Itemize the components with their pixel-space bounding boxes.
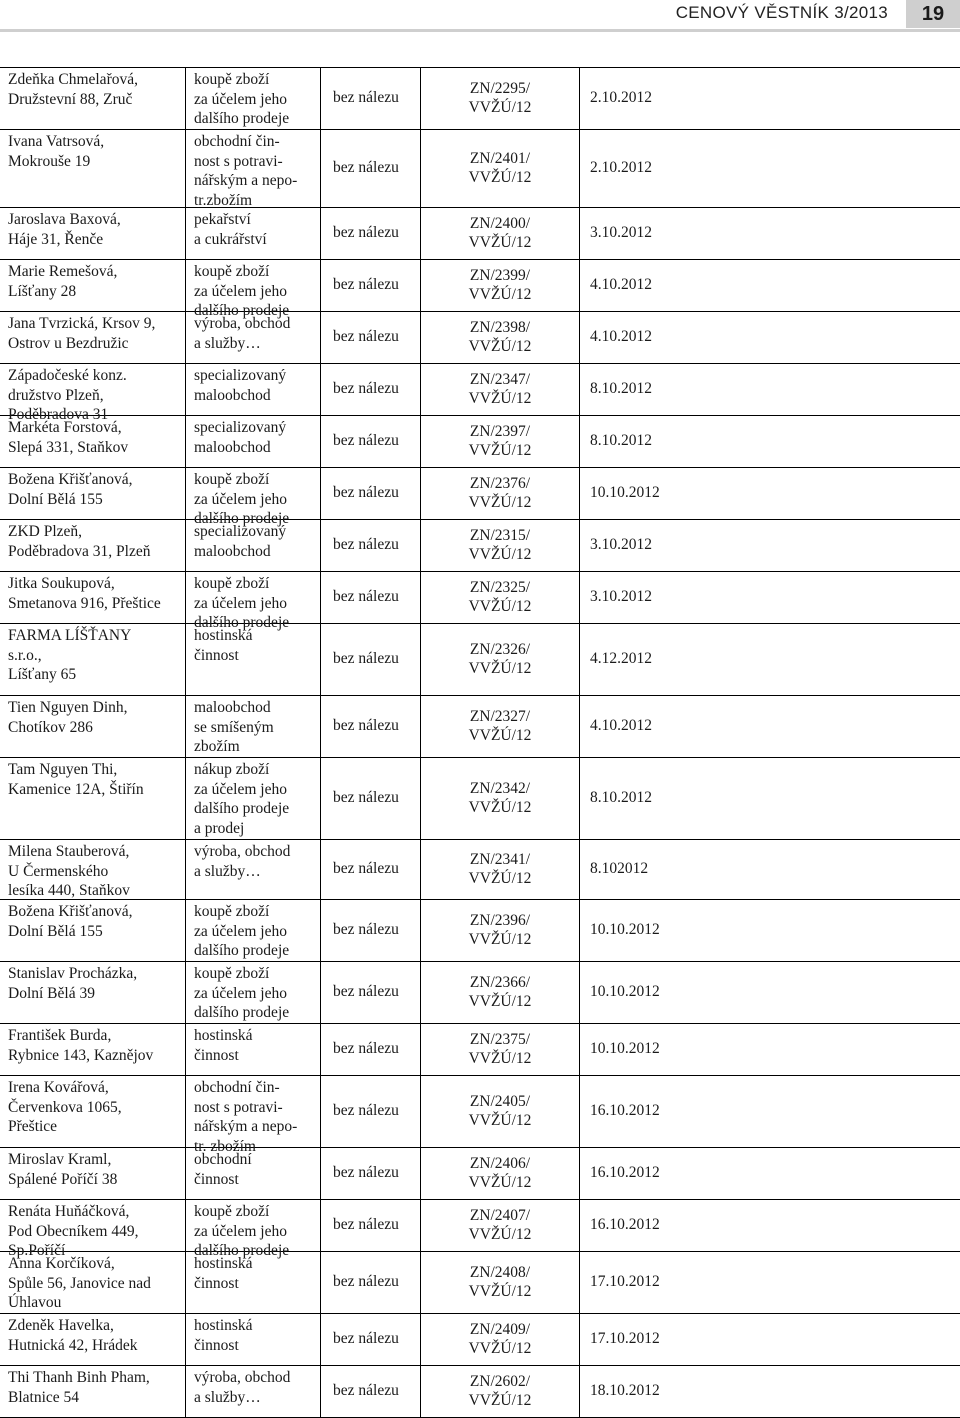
table-row: [0, 208, 960, 260]
table-row: [0, 364, 960, 423]
trader-cell: Jitka Soukupová, Smetanova 916, Přeštice: [0, 572, 186, 623]
reference-cell: ZN/2341/ VVŽÚ/12: [421, 840, 580, 899]
table-row: [0, 1366, 960, 1418]
date-cell: 8.10.2012: [590, 789, 652, 807]
trader-cell: ZKD Plzeň, Poděbradova 31, Plzeň: [0, 520, 186, 571]
trader-cell: František Burda, Rybnice 143, Kaznějov: [0, 1024, 186, 1075]
activity-cell: specializovaný maloobchod: [186, 520, 321, 571]
activity-cell: hostinská činnost: [186, 1024, 321, 1075]
reference-cell: ZN/2602/ VVŽÚ/12: [421, 1366, 580, 1417]
page-header: [0, 0, 960, 34]
table-row: [0, 1314, 960, 1366]
date-cell: 16.10.2012: [590, 1102, 660, 1120]
activity-cell: obchodní čin- nost s potravi- nářským a nepo- tr. zbožím: [186, 1076, 321, 1147]
date-cell: 8.10.2012: [590, 380, 652, 398]
result-cell: bez nálezu: [321, 758, 421, 839]
date-cell: 4.10.2012: [590, 717, 652, 735]
table-row: [0, 900, 960, 962]
page-number: 19: [906, 0, 960, 28]
activity-cell: nákup zboží za účelem jeho dalšího prodeje a prodej: [186, 758, 321, 839]
reference-cell: ZN/2401/ VVŽÚ/12: [421, 130, 580, 207]
result-cell: bez nálezu: [321, 1314, 421, 1365]
result-cell: bez nálezu: [321, 520, 421, 571]
date-cell: 2.10.2012: [590, 89, 652, 107]
trader-cell: Renáta Huňáčková, Pod Obecníkem 449, Sp.Poříčí: [0, 1200, 186, 1251]
result-cell: bez nálezu: [321, 624, 421, 695]
trader-cell: Milena Stauberová, U Čermenského lesíka 440, Staňkov: [0, 840, 186, 899]
table-row: [0, 1024, 960, 1076]
journal-title: CENOVÝ VĚSTNÍK 3/2013: [675, 3, 888, 22]
trader-cell: Stanislav Procházka, Dolní Bělá 39: [0, 962, 186, 1023]
trader-cell: Markéta Forstová, Slepá 331, Staňkov: [0, 416, 186, 467]
reference-cell: ZN/2326/ VVŽÚ/12: [421, 624, 580, 695]
date-cell: 8.102012: [590, 860, 649, 878]
trader-cell: Anna Korčíková, Spůle 56, Janovice nad Úhlavou: [0, 1252, 186, 1313]
table-row: [0, 260, 960, 319]
result-cell: bez nálezu: [321, 68, 421, 129]
date-cell: 10.10.2012: [590, 1040, 660, 1058]
result-cell: bez nálezu: [321, 260, 421, 311]
result-cell: bez nálezu: [321, 416, 421, 467]
table-row: [0, 758, 960, 840]
reference-cell: ZN/2399/ VVŽÚ/12: [421, 260, 580, 311]
date-cell: 10.10.2012: [590, 921, 660, 939]
reference-cell: ZN/2342/ VVŽÚ/12: [421, 758, 580, 839]
date-cell: 10.10.2012: [590, 983, 660, 1001]
date-cell: 10.10.2012: [590, 484, 660, 502]
activity-cell: koupě zboží za účelem jeho dalšího prodeje: [186, 68, 321, 129]
date-cell: 8.10.2012: [590, 432, 652, 450]
trader-cell: Miroslav Kraml, Spálené Poříčí 38: [0, 1148, 186, 1199]
reference-cell: ZN/2295/ VVŽÚ/12: [421, 68, 580, 129]
reference-cell: ZN/2407/ VVŽÚ/12: [421, 1200, 580, 1251]
reference-cell: ZN/2408/ VVŽÚ/12: [421, 1252, 580, 1313]
date-cell: 3.10.2012: [590, 224, 652, 242]
reference-cell: ZN/2397/ VVŽÚ/12: [421, 416, 580, 467]
result-cell: bez nálezu: [321, 696, 421, 757]
trader-cell: Tam Nguyen Thi, Kamenice 12A, Štiřín: [0, 758, 186, 839]
reference-cell: ZN/2405/ VVŽÚ/12: [421, 1076, 580, 1147]
reference-cell: ZN/2347/ VVŽÚ/12: [421, 364, 580, 415]
result-cell: bez nálezu: [321, 1076, 421, 1147]
result-cell: bez nálezu: [321, 208, 421, 259]
activity-cell: výroba, obchod a služby…: [186, 312, 321, 363]
activity-cell: koupě zboží za účelem jeho dalšího prodeje: [186, 572, 321, 623]
activity-cell: specializovaný maloobchod: [186, 364, 321, 415]
reference-cell: ZN/2375/ VVŽÚ/12: [421, 1024, 580, 1075]
reference-cell: ZN/2400/ VVŽÚ/12: [421, 208, 580, 259]
result-cell: bez nálezu: [321, 1024, 421, 1075]
table-row: [0, 416, 960, 468]
date-cell: 4.10.2012: [590, 276, 652, 294]
trader-cell: Zdeněk Havelka, Hutnická 42, Hrádek: [0, 1314, 186, 1365]
trader-cell: Tien Nguyen Dinh, Chotíkov 286: [0, 696, 186, 757]
activity-cell: pekařství a cukrářství: [186, 208, 321, 259]
date-cell: 3.10.2012: [590, 588, 652, 606]
table-row: [0, 68, 960, 130]
date-cell: 4.10.2012: [590, 328, 652, 346]
activity-cell: obchodní čin- nost s potravi- nářským a nepo- tr.zbožím: [186, 130, 321, 207]
table-row: [0, 130, 960, 208]
table-row: [0, 840, 960, 900]
date-cell: 4.12.2012: [590, 650, 652, 668]
table-row: [0, 520, 960, 572]
trader-cell: Marie Remešová, Líšťany 28: [0, 260, 186, 311]
table-row: [0, 572, 960, 631]
table-row: [0, 696, 960, 758]
activity-cell: koupě zboží za účelem jeho dalšího prodeje: [186, 468, 321, 519]
result-cell: bez nálezu: [321, 900, 421, 961]
date-cell: 3.10.2012: [590, 536, 652, 554]
trader-cell: Božena Křišťanová, Dolní Bělá 155: [0, 468, 186, 519]
date-cell: 18.10.2012: [590, 1382, 660, 1400]
activity-cell: koupě zboží za účelem jeho dalšího prodeje: [186, 260, 321, 311]
reference-cell: ZN/2409/ VVŽÚ/12: [421, 1314, 580, 1365]
activity-cell: hostinská činnost: [186, 1252, 321, 1313]
date-cell: 16.10.2012: [590, 1216, 660, 1234]
result-cell: bez nálezu: [321, 130, 421, 207]
table-row: [0, 312, 960, 364]
table-row: [0, 468, 960, 527]
activity-cell: hostinská činnost: [186, 1314, 321, 1365]
result-cell: bez nálezu: [321, 1200, 421, 1251]
date-cell: 2.10.2012: [590, 159, 652, 177]
trader-cell: Zdeňka Chmelařová, Družstevní 88, Zruč: [0, 68, 186, 129]
result-cell: bez nálezu: [321, 840, 421, 899]
reference-cell: ZN/2366/ VVŽÚ/12: [421, 962, 580, 1023]
table-row: [0, 962, 960, 1024]
reference-cell: ZN/2325/ VVŽÚ/12: [421, 572, 580, 623]
trader-cell: Jaroslava Baxová, Háje 31, Řenče: [0, 208, 186, 259]
activity-cell: koupě zboží za účelem jeho dalšího prodeje: [186, 962, 321, 1023]
result-cell: bez nálezu: [321, 572, 421, 623]
result-cell: bez nálezu: [321, 364, 421, 415]
inspection-table: [0, 67, 960, 1418]
date-cell: 17.10.2012: [590, 1273, 660, 1291]
trader-cell: Jana Tvrzická, Krsov 9, Ostrov u Bezdružic: [0, 312, 186, 363]
trader-cell: Thi Thanh Binh Pham, Blatnice 54: [0, 1366, 186, 1417]
activity-cell: koupě zboží za účelem jeho dalšího prodeje: [186, 900, 321, 961]
date-cell: 17.10.2012: [590, 1330, 660, 1348]
trader-cell: Irena Kovářová, Červenkova 1065, Přeštice: [0, 1076, 186, 1147]
date-cell: 16.10.2012: [590, 1164, 660, 1182]
header-rule: [0, 29, 960, 32]
result-cell: bez nálezu: [321, 312, 421, 363]
activity-cell: obchodní činnost: [186, 1148, 321, 1199]
reference-cell: ZN/2406/ VVŽÚ/12: [421, 1148, 580, 1199]
table-row: [0, 1200, 960, 1259]
reference-cell: ZN/2327/ VVŽÚ/12: [421, 696, 580, 757]
result-cell: bez nálezu: [321, 468, 421, 519]
reference-cell: ZN/2398/ VVŽÚ/12: [421, 312, 580, 363]
trader-cell: Ivana Vatrsová, Mokrouše 19: [0, 130, 186, 207]
reference-cell: ZN/2376/ VVŽÚ/12: [421, 468, 580, 519]
activity-cell: výroba, obchod a služby…: [186, 1366, 321, 1417]
table-row: [0, 1252, 960, 1314]
activity-cell: koupě zboží za účelem jeho dalšího prodeje: [186, 1200, 321, 1251]
trader-cell: Božena Křišťanová, Dolní Bělá 155: [0, 900, 186, 961]
table-row: [0, 1076, 960, 1155]
reference-cell: ZN/2396/ VVŽÚ/12: [421, 900, 580, 961]
trader-cell: FARMA LÍŠŤANY s.r.o., Líšťany 65: [0, 624, 186, 695]
activity-cell: výroba, obchod a služby…: [186, 840, 321, 899]
reference-cell: ZN/2315/ VVŽÚ/12: [421, 520, 580, 571]
trader-cell: Západočeské konz. družstvo Plzeň, Poděbradova 31: [0, 364, 186, 415]
table-row: [0, 624, 960, 696]
activity-cell: maloobchod se smíšeným zbožím: [186, 696, 321, 757]
result-cell: bez nálezu: [321, 1366, 421, 1417]
activity-cell: specializovaný maloobchod: [186, 416, 321, 467]
table-row: [0, 1148, 960, 1200]
result-cell: bez nálezu: [321, 1148, 421, 1199]
result-cell: bez nálezu: [321, 1252, 421, 1313]
activity-cell: hostinská činnost: [186, 624, 321, 695]
result-cell: bez nálezu: [321, 962, 421, 1023]
